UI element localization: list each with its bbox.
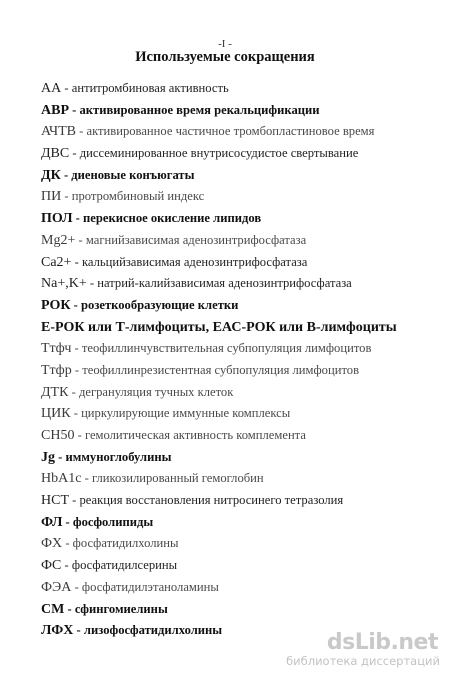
- abbreviation-definition: циркулирующие иммунные комплексы: [81, 406, 291, 421]
- page-number: -I -: [218, 38, 232, 50]
- abbreviation-row: [41, 425, 441, 447]
- abbreviation-term: Ca2+: [41, 254, 72, 270]
- abbreviation-term: ПИ: [41, 189, 62, 205]
- abbreviation-definition: фосфолипиды: [72, 514, 154, 529]
- abbreviation-row: [41, 338, 441, 360]
- abbreviation-row: [41, 165, 441, 187]
- abbreviation-term: ФС: [41, 558, 62, 574]
- abbreviation-separator: -: [61, 558, 72, 573]
- watermark-subtitle: библиотека диссертаций: [286, 654, 440, 668]
- abbreviation-separator: -: [75, 124, 87, 139]
- watermark: [272, 630, 444, 670]
- abbreviation-term: ЦИК: [41, 406, 71, 422]
- abbreviation-separator: -: [81, 471, 92, 486]
- abbreviation-separator: -: [69, 102, 80, 117]
- abbreviation-row: [41, 468, 441, 490]
- abbreviation-row: [41, 273, 441, 295]
- page-title: Используемые сокращения: [135, 49, 315, 65]
- abbreviation-separator: -: [68, 384, 79, 399]
- abbreviation-definition: фосфатидилэтаноламины: [81, 579, 219, 594]
- abbreviation-definition: гликозилированный гемоглобин: [91, 471, 264, 486]
- abbreviation-separator: -: [71, 254, 82, 269]
- abbreviation-row: [41, 382, 441, 404]
- abbreviation-term: Jg: [41, 449, 55, 465]
- abbreviation-term: ЛФХ: [41, 623, 74, 639]
- abbreviation-definition: кальцийзависимая аденозинтрифосфатаза: [81, 254, 308, 269]
- abbreviation-definition: теофиллинчувствительная субпопуляция лимфоцитов: [81, 341, 372, 356]
- abbreviation-definition: розеткообразующие клетки: [81, 297, 239, 312]
- abbreviation-term: Mg2+: [41, 232, 76, 248]
- abbreviation-separator: -: [61, 189, 72, 204]
- abbreviation-term: ДТК: [41, 384, 69, 400]
- abbreviation-term: ФХ: [41, 536, 63, 552]
- abbreviation-definition: лизофосфатидилхолины: [83, 623, 223, 638]
- abbreviation-term: АА: [41, 81, 62, 96]
- abbreviation-separator: -: [62, 536, 73, 551]
- abbreviation-separator: -: [64, 601, 75, 616]
- abbreviation-definition: натрий-калийзависимая аденозинтрифосфатаза: [97, 276, 352, 291]
- abbreviation-definition: активированное частичное тромбопластиновое время: [86, 124, 375, 139]
- abbreviation-separator: -: [70, 297, 82, 312]
- abbreviation-separator: -: [71, 341, 82, 356]
- abbreviation-term: АВР: [41, 102, 69, 118]
- abbreviation-row: [41, 360, 441, 382]
- abbreviation-separator: -: [74, 428, 85, 442]
- abbreviation-row: [41, 121, 441, 143]
- abbreviation-separator: -: [69, 493, 80, 508]
- abbreviation-term: Ттфч: [41, 341, 72, 357]
- abbreviation-definition: реакция восстановления нитросинего тетразолия: [79, 493, 344, 508]
- abbreviation-term: Е-РОК или Т-лимфоциты, ЕАС-РОК или В-лимфоциты: [41, 319, 397, 335]
- abbreviation-separator: -: [62, 514, 73, 529]
- abbreviation-separator: -: [69, 146, 80, 161]
- abbreviation-definition: фосфатидилсерины: [71, 558, 178, 573]
- abbreviation-term: НСТ: [41, 493, 69, 509]
- abbreviation-separator: -: [72, 211, 84, 226]
- abbreviation-definition: магнийзависимая аденозинтрифосфатаза: [85, 232, 307, 247]
- abbreviation-row: [41, 143, 441, 165]
- abbreviation-separator: -: [86, 276, 98, 291]
- abbreviation-term: СМ: [41, 601, 65, 617]
- abbreviation-row: [41, 512, 441, 534]
- abbreviation-term: ФЭА: [41, 579, 72, 595]
- abbreviation-term: Na+,K+: [41, 276, 87, 292]
- watermark-logo: dsLib.net: [326, 630, 438, 655]
- abbreviation-row: [41, 490, 441, 512]
- abbreviation-separator: -: [75, 232, 86, 247]
- abbreviation-definition: иммуноглобулины: [65, 449, 172, 464]
- abbreviation-row: [41, 295, 441, 317]
- abbreviation-term: РОК: [41, 297, 71, 313]
- abbreviation-definition: диеновые конъюгаты: [71, 167, 195, 182]
- abbreviation-definition: теофиллинрезистентная субпопуляция лимфоцитов: [82, 362, 360, 377]
- abbreviation-row: [41, 577, 441, 599]
- abbreviation-separator: -: [61, 81, 72, 95]
- abbreviation-separator: -: [71, 579, 82, 594]
- abbreviation-separator: -: [70, 406, 82, 421]
- abbreviation-definition: активированное время рекальцификации: [79, 102, 320, 117]
- abbreviation-row: [41, 208, 441, 230]
- abbreviation-term: ДВС: [41, 146, 70, 162]
- abbreviation-definition: протромбиновый индекс: [71, 189, 205, 204]
- abbreviation-row: [41, 403, 441, 425]
- abbreviation-definition: дегрануляция тучных клеток: [78, 384, 234, 399]
- abbreviation-row: [41, 186, 441, 208]
- abbreviation-separator: -: [73, 623, 84, 638]
- abbreviation-term: АЧТВ: [41, 124, 76, 140]
- abbreviation-row: [41, 230, 441, 252]
- abbreviation-row: [41, 78, 441, 100]
- abbreviation-definition: диссеминированное внутрисосудистое свертывание: [79, 146, 359, 161]
- abbreviation-row: [41, 599, 441, 621]
- abbreviation-row: [41, 317, 441, 339]
- abbreviation-row: [41, 555, 441, 577]
- abbreviation-term: ФЛ: [41, 514, 63, 530]
- abbreviation-term: СН50: [41, 428, 75, 443]
- abbreviation-row: [41, 100, 441, 122]
- abbreviation-row: [41, 533, 441, 555]
- abbreviation-term: ДК: [41, 167, 61, 183]
- abbreviation-term: Ттфр: [41, 362, 72, 378]
- abbreviation-separator: -: [55, 449, 66, 464]
- abbreviation-definition: фосфатидилхолины: [72, 536, 179, 551]
- abbreviation-definition: перекисное окисление липидов: [83, 211, 262, 226]
- abbreviation-separator: -: [60, 167, 72, 182]
- abbreviation-row: [41, 447, 441, 469]
- abbreviation-definition: гемолитическая активность комплемента: [84, 428, 306, 442]
- abbreviation-definition: сфингомиелины: [74, 601, 168, 616]
- abbreviation-term: HbA1c: [41, 471, 82, 487]
- abbreviation-definition: антитромбиновая активность: [71, 81, 229, 95]
- abbreviation-row: [41, 252, 441, 274]
- abbreviation-list: [41, 78, 441, 642]
- abbreviation-term: ПОЛ: [41, 211, 73, 227]
- abbreviation-separator: -: [71, 362, 83, 377]
